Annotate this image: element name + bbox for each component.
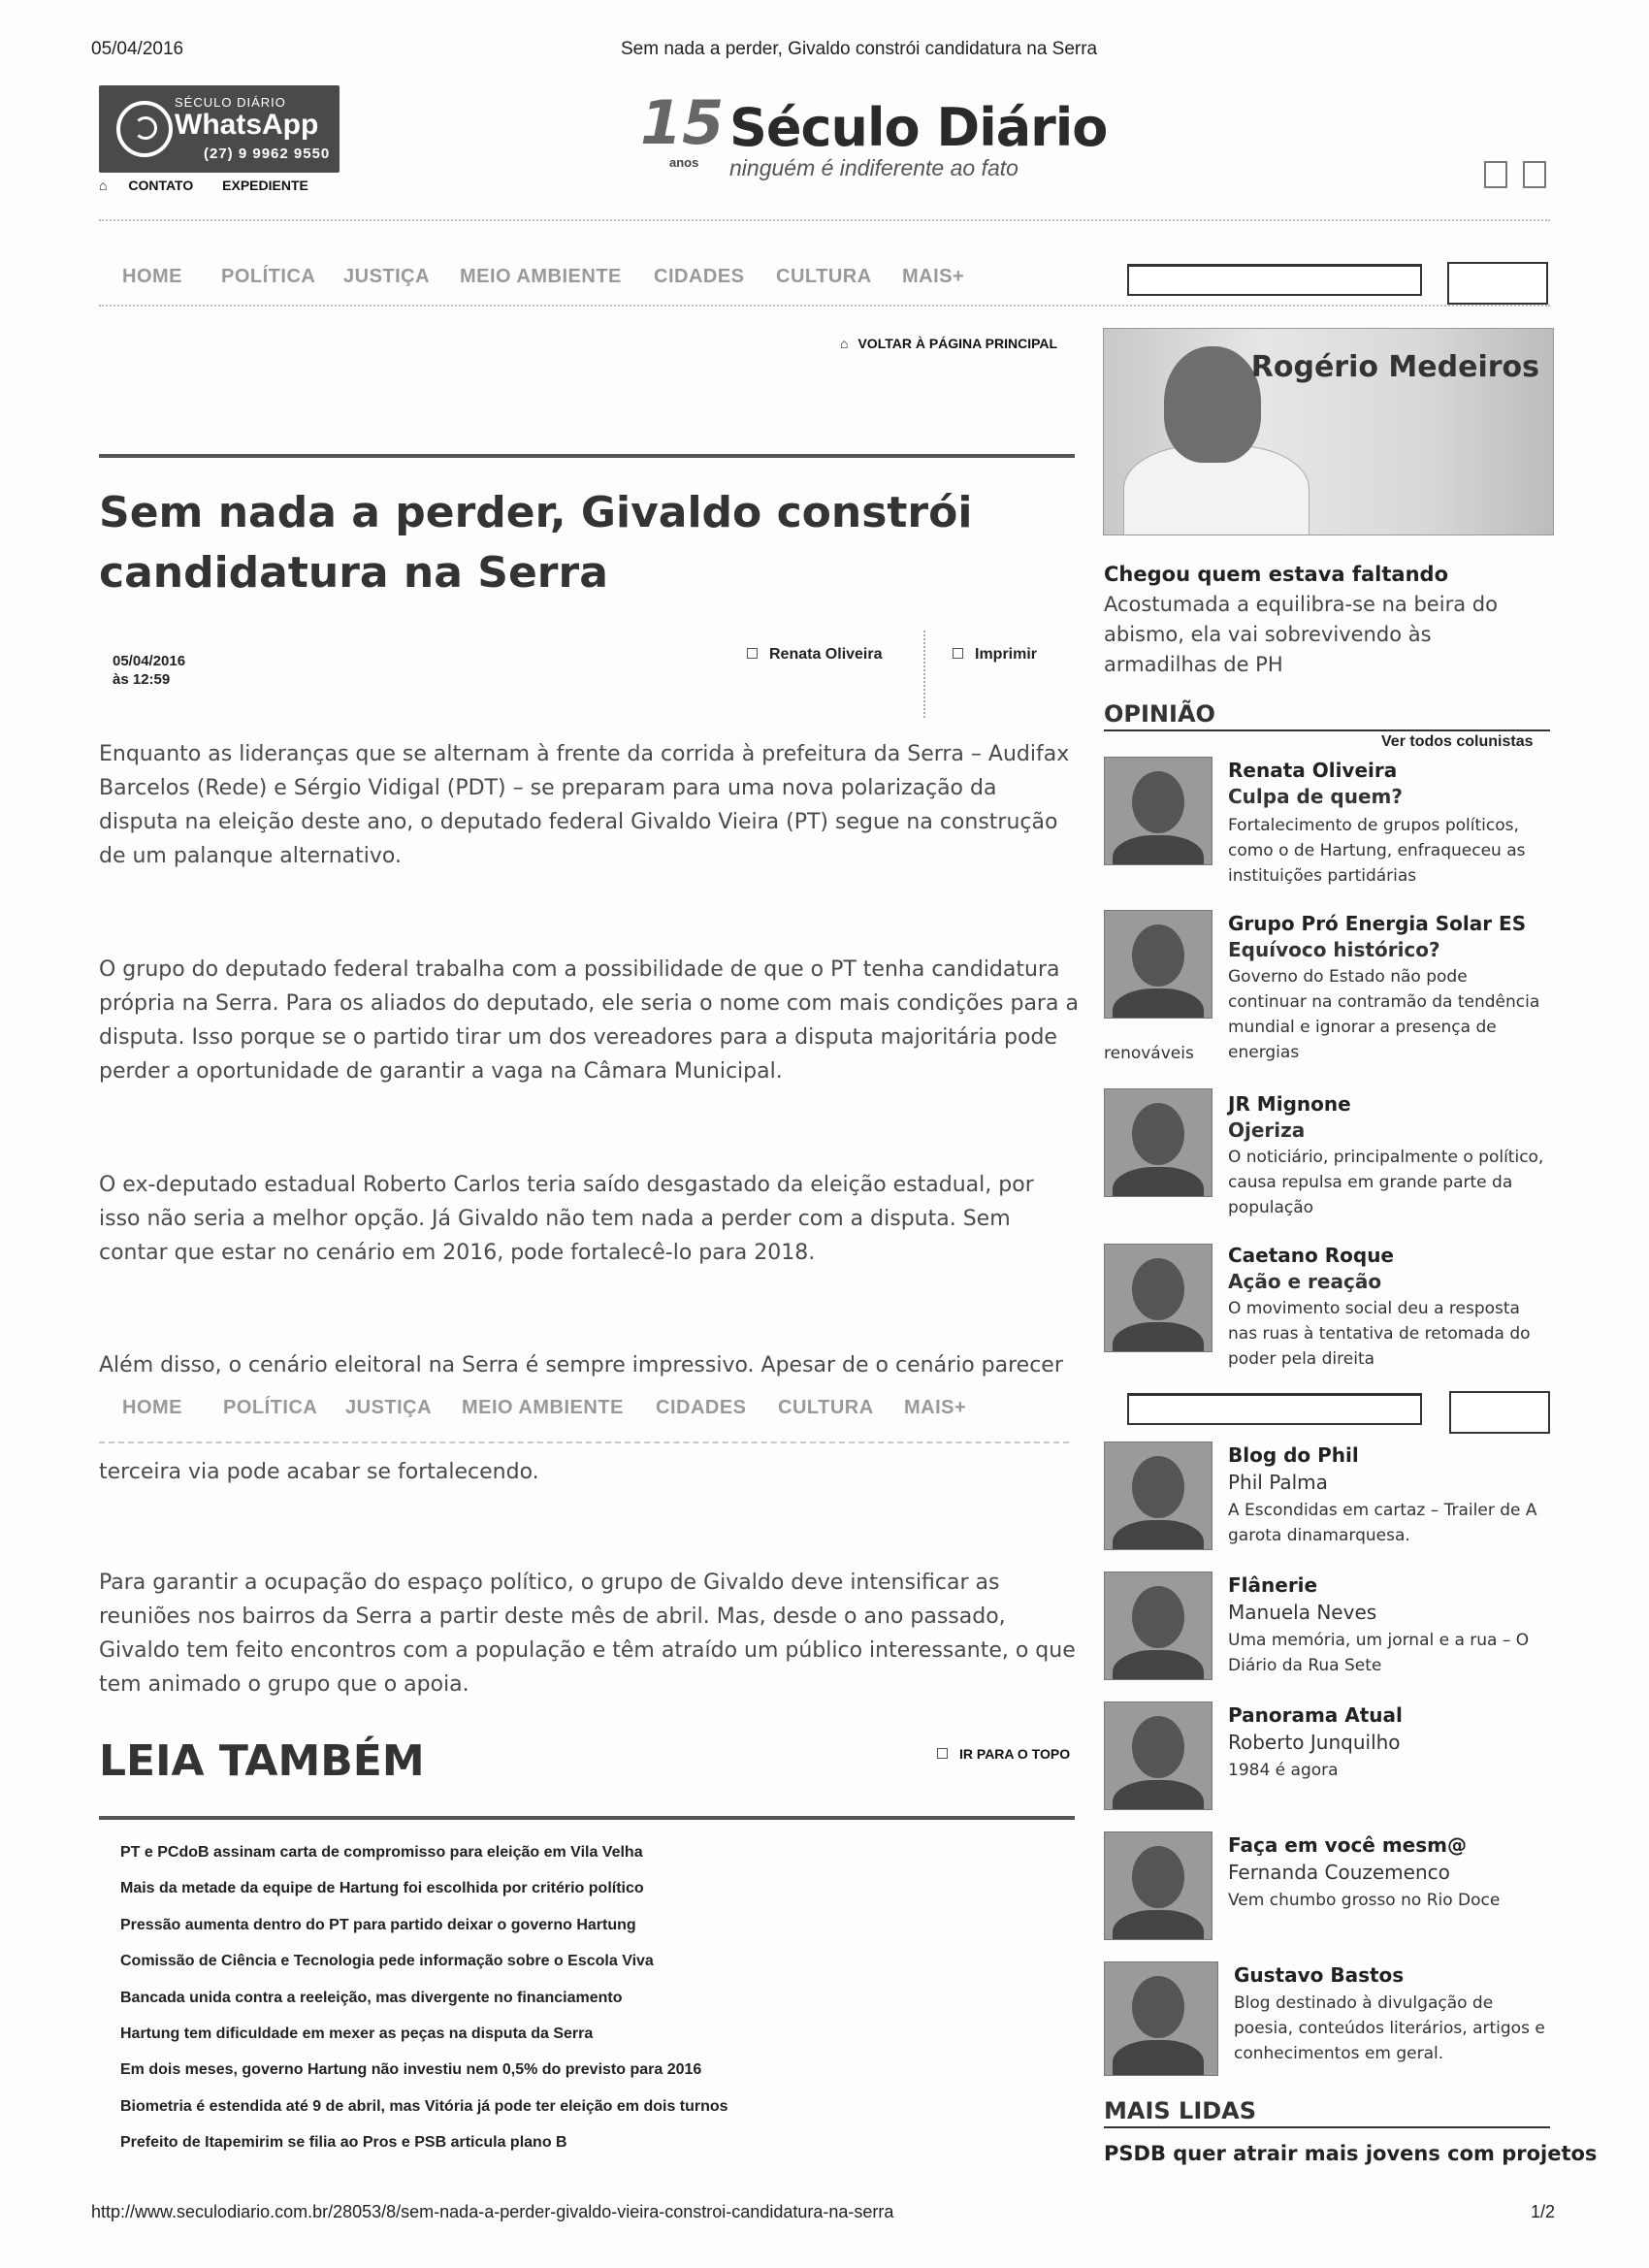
- article-paragraph: O grupo do deputado federal trabalha com a possibilidade de que o PT tenha candidatura própria na Serra. Para os aliados do deputado, ele seria o nome com mais condições para a disputa. Isso porque se o partido tirar um dos vereadores para a disputa majoritária pode perder a oportunidade de garantir a vaga na Câmara Municipal.: [99, 957, 1079, 1084]
- columnist-name: Renata Oliveira: [1228, 759, 1398, 782]
- article-author[interactable]: Renata Oliveira: [747, 646, 883, 664]
- nav-meio-ambiente[interactable]: MEIO AMBIENTE: [462, 1397, 624, 1418]
- columnist-author: Phil Palma: [1228, 1471, 1328, 1494]
- nav-mais[interactable]: MAIS+: [902, 266, 965, 287]
- nav-cultura[interactable]: CULTURA: [778, 1397, 874, 1418]
- print-button[interactable]: Imprimir: [953, 646, 1037, 664]
- article-paragraph: Enquanto as lideranças que se alternam à frente da corrida à prefeitura da Serra – Audifax Barcelos (Rede) e Sérgio Vidigal (PDT) – se preparam para uma nova polarização da disputa na eleição deste ano, o deputado federal Givaldo Vieira (PT) segue na construção de um palanque alternativo.: [99, 742, 1070, 868]
- columnist-name: Caetano Roque: [1228, 1244, 1394, 1267]
- columnist-post-title: Ação e reação: [1228, 1270, 1382, 1293]
- columnist-item[interactable]: [1104, 755, 1550, 891]
- mais-lidas-item[interactable]: PSDB quer atrair mais jovens com projetos: [1104, 2142, 1598, 2165]
- related-link[interactable]: Bancada unida contra a reeleição, mas divergente no financiamento: [120, 1989, 623, 2006]
- related-link[interactable]: Mais da metade da equipe de Hartung foi escolhida por critério político: [120, 1880, 644, 1897]
- columnist-photo: [1104, 1831, 1212, 1940]
- nav-home[interactable]: HOME: [122, 266, 182, 287]
- article-paragraph: terceira via pode acabar se fortalecendo.: [99, 1460, 539, 1484]
- related-link[interactable]: Biometria é estendida até 9 de abril, mas Vitória já pode ter eleição em dois turnos: [120, 2097, 728, 2115]
- leia-tambem-title: LEIA TAMBÉM: [99, 1736, 425, 1786]
- main-nav: [97, 266, 1552, 324]
- nav-home[interactable]: HOME: [122, 1397, 182, 1418]
- meta-divider: [923, 631, 925, 718]
- print-date: 05/04/2016: [91, 39, 184, 59]
- site-logo[interactable]: Século Diário: [729, 97, 1108, 158]
- nav-cidades[interactable]: CIDADES: [654, 266, 745, 287]
- whatsapp-banner[interactable]: [99, 85, 340, 173]
- social-icon-1[interactable]: [1484, 161, 1507, 188]
- whatsapp-label: WhatsApp: [175, 109, 319, 141]
- related-link[interactable]: Pressão aumenta dentro do PT para partido deixar o governo Hartung: [120, 1916, 636, 1933]
- logo-anniversary: 15: [640, 87, 725, 158]
- columnist-item[interactable]: [1104, 1831, 1550, 1938]
- columnist-photo: [1104, 1088, 1212, 1197]
- columnist-photo: [1104, 1701, 1212, 1810]
- columnist-author: Roberto Junquilho: [1228, 1731, 1401, 1754]
- columnist-name: Flânerie: [1228, 1573, 1318, 1597]
- top-icon: [937, 1748, 948, 1759]
- print-url: http://www.seculodiario.com.br/28053/8/sem-nada-a-perder-givaldo-vieira-constroi-candidatura-na-serra: [91, 2202, 894, 2221]
- columnist-post-title: Equívoco histórico?: [1228, 938, 1440, 961]
- columnist-author: Manuela Neves: [1228, 1601, 1377, 1624]
- home-icon: ⌂: [840, 336, 849, 351]
- columnist-photo: [1104, 1442, 1212, 1550]
- related-link[interactable]: Comissão de Ciência e Tecnologia pede informação sobre o Escola Viva: [120, 1953, 654, 1970]
- article-headline: Sem nada a perder, Givaldo constrói candidatura na Serra: [99, 488, 973, 598]
- related-list: [120, 1841, 1051, 2168]
- columnist-post-desc: O noticiário, principalmente o político, causa repulsa em grande parte da população: [1228, 1148, 1544, 1217]
- article-paragraph: Além disso, o cenário eleitoral na Serra é sempre impressivo. Apesar de o cenário parecer: [99, 1353, 1063, 1377]
- leia-tambem-rule: [99, 1816, 1075, 1820]
- columnist-post-desc-overflow: renováveis: [1104, 1044, 1194, 1063]
- columnist-photo: [1104, 1961, 1218, 2076]
- columnist-name: Panorama Atual: [1228, 1703, 1403, 1727]
- columnist-post-desc: 1984 é agora: [1228, 1761, 1339, 1780]
- nav-politica[interactable]: POLÍTICA: [223, 1397, 318, 1418]
- back-to-home-link[interactable]: ⌂ VOLTAR À PÁGINA PRINCIPAL: [840, 336, 1058, 351]
- nav-mais[interactable]: MAIS+: [904, 1397, 967, 1418]
- nav-justica[interactable]: JUSTIÇA: [345, 1397, 433, 1418]
- feature-title[interactable]: Chegou quem estava faltando: [1104, 563, 1448, 586]
- article-date-value: 05/04/2016: [113, 653, 186, 669]
- headline-rule: [99, 454, 1075, 458]
- columnist-post-desc: Uma memória, um jornal e a rua – O Diário da Rua Sete: [1228, 1631, 1530, 1675]
- feature-text: Acostumada a equilibra-se na beira do abismo, ela vai sobrevivendo às armadilhas de PH: [1104, 593, 1498, 676]
- article-paragraph: Para garantir a ocupação do espaço político, o grupo de Givaldo deve intensificar as reuniões nos bairros da Serra a partir deste mês de abril. Mas, desde o ano passado, Givaldo tem feito encontros com a população e têm atraído um público interessante, o que tem animado o grupo que o apoia.: [99, 1571, 1076, 1697]
- nav-cultura[interactable]: CULTURA: [776, 266, 872, 287]
- columnist-name: Grupo Pró Energia Solar ES: [1228, 912, 1527, 935]
- banner-name: Rogério Medeiros: [1250, 350, 1539, 384]
- top-links: [99, 178, 334, 193]
- print-title: Sem nada a perder, Givaldo constrói candidatura na Serra: [621, 39, 1098, 59]
- columnist-post-desc: Governo do Estado não pode continuar na contramão da tendência mundial e ignorar a presença de energias: [1228, 967, 1540, 1062]
- columnist-item[interactable]: [1104, 1701, 1550, 1808]
- contato-link[interactable]: CONTATO: [128, 178, 194, 193]
- columnist-item[interactable]: [1104, 1571, 1550, 1678]
- columnist-post-desc: A Escondidas em cartaz – Trailer de A garota dinamarquesa.: [1228, 1501, 1537, 1545]
- columnist-item[interactable]: [1104, 910, 1550, 1065]
- header-divider: [99, 219, 1550, 221]
- columnist-item[interactable]: [1104, 1442, 1550, 1548]
- columnist-post-desc: O movimento social deu a resposta nas ruas à tentativa de retomada do poder pela direita: [1228, 1299, 1531, 1369]
- logo-anniversary-suffix: anos: [669, 155, 699, 170]
- nav-politica[interactable]: POLÍTICA: [221, 266, 316, 287]
- columnist-post-desc: Blog destinado à divulgação de poesia, conteúdos literários, artigos e conhecimentos em geral.: [1234, 1993, 1545, 2063]
- print-page-number: 1/2: [1531, 2202, 1556, 2221]
- print-icon: [953, 648, 963, 659]
- columnist-name: Faça em você mesm@: [1228, 1833, 1467, 1857]
- opiniao-heading: OPINIÃO: [1104, 700, 1550, 731]
- whatsapp-label-small: SÉCULO DIÁRIO: [175, 95, 286, 110]
- banner-photo-head: [1164, 346, 1261, 463]
- social-icon-2[interactable]: [1523, 161, 1546, 188]
- mais-lidas-heading: MAIS LIDAS: [1104, 2097, 1550, 2128]
- columnist-photo: [1104, 757, 1212, 865]
- related-link[interactable]: PT e PCdoB assinam carta de compromisso para eleição em Vila Velha: [120, 1844, 643, 1861]
- nav-cidades[interactable]: CIDADES: [656, 1397, 747, 1418]
- article-time: às 12:59: [113, 671, 171, 688]
- columnist-name: Blog do Phil: [1228, 1443, 1359, 1467]
- site-tagline: ninguém é indiferente ao fato: [729, 155, 1018, 180]
- columnist-name: JR Mignone: [1228, 1092, 1351, 1116]
- nav-meio-ambiente[interactable]: MEIO AMBIENTE: [460, 266, 622, 287]
- nav-divider: [99, 305, 1550, 307]
- columnist-author: Fernanda Couzemenco: [1228, 1861, 1450, 1884]
- go-to-top-link[interactable]: IR PARA O TOPO: [937, 1746, 1070, 1762]
- search-input[interactable]: [1127, 264, 1422, 296]
- columnist-post-desc: Fortalecimento de grupos políticos, como o de Hartung, enfraqueceu as instituições partidárias: [1228, 816, 1526, 886]
- search-button[interactable]: [1447, 262, 1548, 305]
- author-icon: [747, 648, 758, 659]
- columnist-item[interactable]: [1104, 1088, 1550, 1215]
- whatsapp-phone: (27) 9 9962 9550: [204, 146, 331, 162]
- search-input[interactable]: [1127, 1393, 1422, 1425]
- expediente-link[interactable]: EXPEDIENTE: [222, 178, 308, 193]
- article-date: [113, 652, 185, 689]
- nav-justica[interactable]: JUSTIÇA: [343, 266, 431, 287]
- columnist-name: Gustavo Bastos: [1234, 1963, 1405, 1987]
- related-link[interactable]: Em dois meses, governo Hartung não investiu nem 0,5% do previsto para 2016: [120, 2061, 702, 2079]
- columnist-photo: [1104, 1571, 1212, 1680]
- columnist-banner[interactable]: [1103, 328, 1554, 535]
- whatsapp-icon: [116, 101, 173, 157]
- columnist-photo: [1104, 910, 1212, 1019]
- related-link[interactable]: Prefeito de Itapemirim se filia ao Pros e PSB articula plano B: [120, 2134, 567, 2152]
- search-button[interactable]: [1449, 1391, 1550, 1434]
- columnist-item[interactable]: [1104, 1244, 1550, 1379]
- ver-todos-link[interactable]: Ver todos colunistas: [1381, 733, 1534, 750]
- clipped-line: [99, 1442, 1069, 1443]
- columnist-post-title: Culpa de quem?: [1228, 785, 1403, 808]
- columnist-item[interactable]: [1104, 1961, 1550, 2078]
- article-paragraph: O ex-deputado estadual Roberto Carlos teria saído desgastado da eleição estadual, por isso não seria a melhor opção. Já Givaldo não tem nada a perder com a disputa. Sem contar que estar no cenário em 2016, pode fortalecê-lo para 2018.: [99, 1173, 1034, 1265]
- related-link[interactable]: Hartung tem dificuldade em mexer as peças na disputa da Serra: [120, 2025, 594, 2042]
- columnist-post-title: Ojeriza: [1228, 1118, 1306, 1142]
- columnist-post-desc: Vem chumbo grosso no Rio Doce: [1228, 1891, 1501, 1910]
- columnist-photo: [1104, 1244, 1212, 1352]
- home-icon[interactable]: ⌂: [99, 178, 108, 193]
